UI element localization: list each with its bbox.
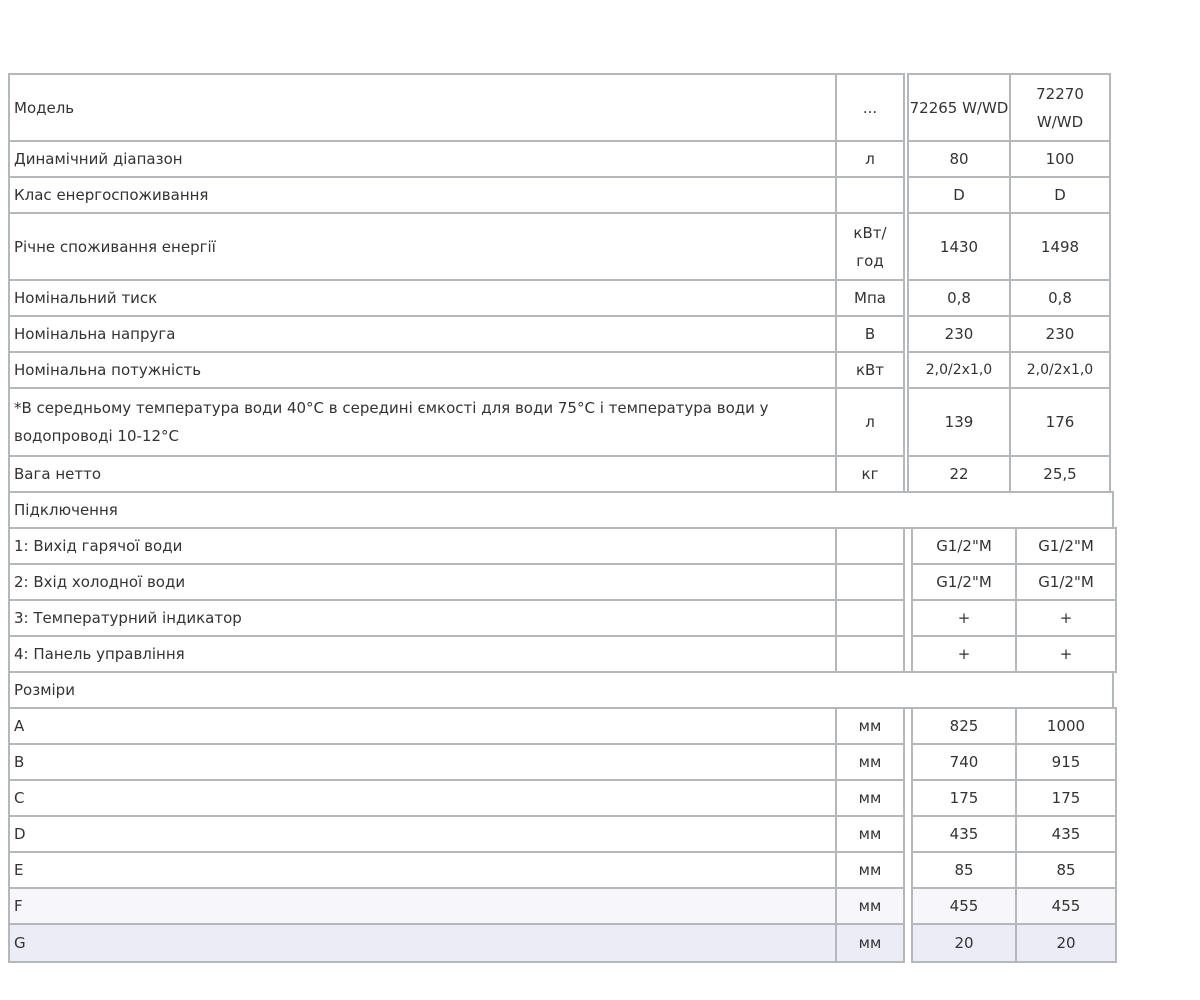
row-value-1: + [911,635,1017,673]
row-unit [835,527,905,565]
row-unit: мм [835,923,905,963]
row-name: 3: Температурний індикатор [8,599,837,637]
row-name: *В середньому температура води 40°С в середині ємкості для води 75°С і температура води у водопроводі 10-12°С [8,387,837,457]
row-unit: кВт/год [835,212,905,281]
model-72270: 72270 W/WD [1009,73,1111,142]
section-header-row [8,491,1114,529]
row-value-2: D [1009,176,1111,214]
row-unit [835,563,905,601]
table-row [8,743,1114,781]
table-row [8,279,1114,317]
row-unit: мм [835,815,905,853]
row-value-1: 22 [907,455,1011,493]
row-value-2: 0,8 [1009,279,1111,317]
row-value-2: 20 [1015,923,1117,963]
row-name: 2: Вхід холодної води [8,563,837,601]
table-row [8,923,1114,963]
row-name: D [8,815,837,853]
table-header-row [8,73,1114,142]
row-unit [835,176,905,214]
row-unit: л [835,140,905,178]
row-name: F [8,887,837,925]
row-name: Клас енергоспоживання [8,176,837,214]
table-row [8,851,1114,889]
row-name: Номінальний тиск [8,279,837,317]
model-72265: 72265 W/WD [907,73,1011,142]
row-unit: кг [835,455,905,493]
row-value-2: + [1015,635,1117,673]
row-unit: мм [835,851,905,889]
row-name: A [8,707,837,745]
row-value-2: G1/2"M [1015,563,1117,601]
section-header-row [8,671,1114,709]
row-value-1: G1/2"M [911,527,1017,565]
row-value-2: 2,0/2x1,0 [1009,351,1111,389]
row-unit: мм [835,887,905,925]
row-name: E [8,851,837,889]
row-value-2: 85 [1015,851,1117,889]
row-unit: мм [835,707,905,745]
table-row [8,455,1114,493]
row-name: Річне споживання енергії [8,212,837,281]
row-name: G [8,923,837,963]
row-value-2: G1/2"M [1015,527,1117,565]
table-row [8,779,1114,817]
row-name: Вага нетто [8,455,837,493]
row-value-1: 455 [911,887,1017,925]
row-value-1: 740 [911,743,1017,781]
unit-header: ... [835,73,905,142]
row-value-1: D [907,176,1011,214]
row-name: Номінальна напруга [8,315,837,353]
row-name: Номінальна потужність [8,351,837,389]
table-row [8,315,1114,353]
connections-title: Підключення [8,491,1114,529]
row-value-2: 455 [1015,887,1117,925]
row-value-1: 139 [907,387,1011,457]
row-unit: мм [835,779,905,817]
row-name: C [8,779,837,817]
table-row [8,599,1114,637]
row-unit: мм [835,743,905,781]
table-row [8,140,1114,178]
table-row [8,707,1114,745]
row-name: 4: Панель управління [8,635,837,673]
row-value-2: 25,5 [1009,455,1111,493]
table-row [8,527,1114,565]
row-value-2: 175 [1015,779,1117,817]
row-value-2: 915 [1015,743,1117,781]
table-row [8,635,1114,673]
row-value-1: 1430 [907,212,1011,281]
row-value-2: 435 [1015,815,1117,853]
row-value-2: 1498 [1009,212,1111,281]
dimensions-title: Розміри [8,671,1114,709]
table-row [8,176,1114,214]
row-unit: кВт [835,351,905,389]
row-value-2: + [1015,599,1117,637]
row-unit [835,635,905,673]
row-value-1: 825 [911,707,1017,745]
row-unit [835,599,905,637]
row-value-2: 230 [1009,315,1111,353]
row-unit: Мпа [835,279,905,317]
row-value-1: 20 [911,923,1017,963]
row-value-1: 435 [911,815,1017,853]
row-value-1: 80 [907,140,1011,178]
table-row [8,351,1114,389]
row-value-2: 1000 [1015,707,1117,745]
table-row [8,887,1114,925]
row-value-1: + [911,599,1017,637]
table-row [8,563,1114,601]
model-label: Модель [8,73,837,142]
row-value-1: 2,0/2x1,0 [907,351,1011,389]
row-name: 1: Вихід гарячої води [8,527,837,565]
row-name: Динамічний діапазон [8,140,837,178]
row-value-1: G1/2"M [911,563,1017,601]
table-row [8,815,1114,853]
row-value-1: 85 [911,851,1017,889]
row-value-2: 176 [1009,387,1111,457]
table-row [8,212,1114,281]
row-name: B [8,743,837,781]
row-value-1: 0,8 [907,279,1011,317]
table-row [8,387,1114,457]
row-value-1: 175 [911,779,1017,817]
row-unit: л [835,387,905,457]
row-value-2: 100 [1009,140,1111,178]
row-unit: В [835,315,905,353]
row-value-1: 230 [907,315,1011,353]
